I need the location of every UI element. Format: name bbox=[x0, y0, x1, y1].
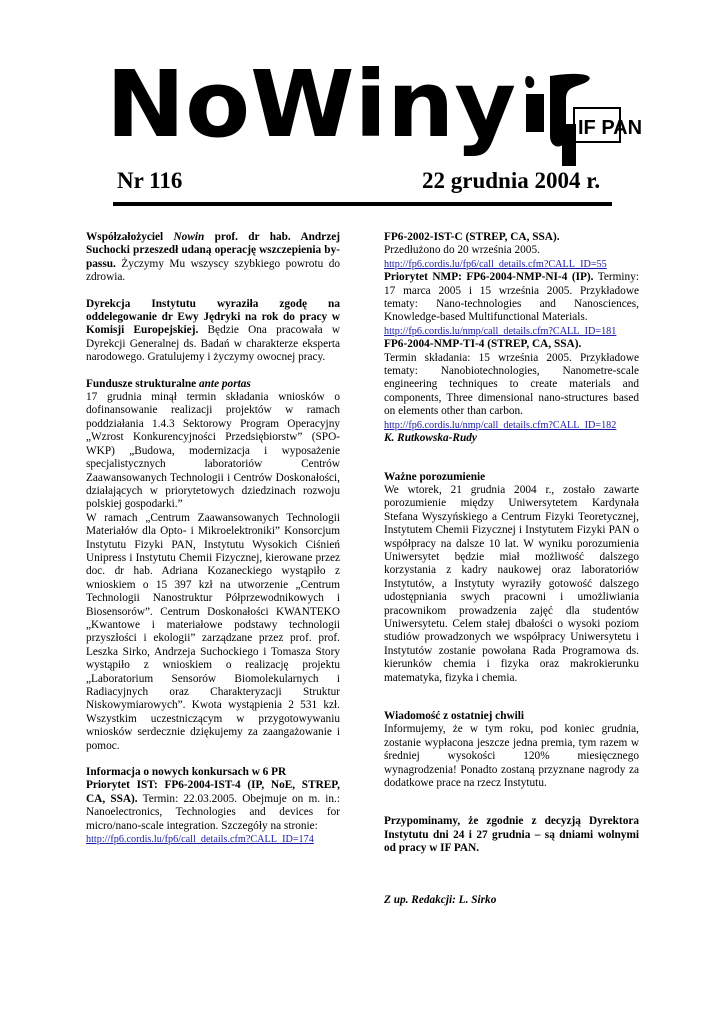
link-call-182[interactable]: http://fp6.cordis.lu/nmp/call_details.cfm?CALL_ID=182 bbox=[384, 419, 617, 431]
author-rutkowska: K. Rutkowska-Rudy bbox=[384, 432, 477, 445]
call-nmp-ni-4: Priorytet NMP: FP6-2004-NMP-NI-4 (IP). Terminy: 17 marca 2005 i 15 września 2005. Przykładowe tematy: Nano-technologies and Nanosciences, Knowledge-based Multifunctional Materials. bbox=[384, 271, 639, 324]
issue-date: 22 grudnia 2004 r. bbox=[422, 168, 601, 193]
article-structural-funds-p2: W ramach „Centrum Zaawansowanych Technologii Materiałów dla Opto- i Mikroelektroniki” Konsorcjum Instytutu Fizyki PAN, Instytutu Wysokich Ciśnień Unipress i Instytutu Chemii Fizycznej, kierowane przez doc. dr hab. Adriana Kozaneckiego wystąpiło z wnioskiem o 15 397 kzł na utworzenie „Centrum Technologii Nanostruktur Półprzewodnikowych i Biosensorów”. Centrum Doskonałości KWANTEKO „Kwantowe i materiałowe podstawy technologii przyszłości i ekologii” zarządzane przez prof. prof. Leszka Sirko, Andrzeja Suchockiego i Tomasza Story wystąpiło z wnioskiem o realizację projektu „Laboratorium Sensorów Biomolekularnych i Radiacyjnych oraz Charakteryzacji Struktur Niskowymiarowych”. Kwota wystąpienia 2 531 kzł. Wszystkim uczestniczącym w przygotowywaniu wniosków serdecznie dziękujemy za zaangażowanie i pomoc. bbox=[86, 511, 340, 752]
article-agreement-body: We wtorek, 21 grudnia 2004 r., zostało zawarte porozumienie między Uniwersytetem Kardynała Stefana Wyszyńskiego a Centrum Fizyki Teoretycznej, Instytutem Chemii Fizycznej i Instytutem Fizyki PAN o współpracy na dalsze 10 lat. W wyniku porozumienia Uniwersytet będzie miał możliwość dalszego korzystania z kadry naukowej oraz laboratoriów Instytutów, a Instytuty wyraziły gotowość dalszego udostępniania swych pracowni i umożliwiania pracownikom prowadzenia zajęć dla studentów Uniwersytetu. Celem stałej dbałości o wysoki poziom studiów prowadzonych we współpracy Uniwersytetu i Instytutów zostanie powołana Rada Programowa ds. kierunków chemia i fizyka oraz makrokierunku matematyka, fizyka i chemia. bbox=[384, 483, 639, 684]
right-column bbox=[384, 231, 639, 907]
link-call-55[interactable]: http://fp6.cordis.lu/fp6/call_details.cfm?CALL_ID=55 bbox=[384, 258, 607, 270]
article-news-body: Informujemy, że w tym roku, pod koniec grudnia, zostanie wypłacona jeszcze jedna premia, tym razem w średniej wysokości 120% miesięcznego wynagrodzenia! Ponadto zostaną przyznane nagrody za dodatkowe prace na rzecz Instytutu. bbox=[384, 723, 639, 790]
title-logo-text: NoWiny bbox=[106, 51, 516, 158]
link-call-181[interactable]: http://fp6.cordis.lu/nmp/call_details.cfm?CALL_ID=181 bbox=[384, 325, 617, 337]
call-ist-c-heading: FP6-2002-IST-C (STREP, CA, SSA). bbox=[384, 231, 560, 243]
left-column bbox=[86, 231, 340, 846]
article-6pr-heading: Informacja o nowych konkursach w 6 PR bbox=[86, 766, 287, 779]
call-ist-c-text: Przedłużono do 20 września 2005. bbox=[384, 244, 540, 257]
article-structural-funds-p1: 17 grudnia minął termin składania wniosków o dofinansowanie realizacji projektów w ramach poddziałania 1.4.3 Sektorowy Program Operacyjny „Wzrost Konkurencyjności Przedsiębiorstw” (SPO-WKP) „Budowa, modernizacja i wyposażenie specjalistycznych laboratoriów Centrów Zaawansowanych Technologii i Centrów Doskonałości, działających w priorytetowych dziedzinach rozwoju polskiej gospodarki.” bbox=[86, 391, 340, 511]
masthead-rule bbox=[113, 202, 612, 206]
issue-number: Nr 116 bbox=[117, 168, 183, 193]
editorial-footer: Z up. Redakcji: L. Sirko bbox=[384, 893, 497, 906]
call-nmp-ti-4-text: Termin składania: 15 września 2005. Przykładowe tematy: Nanobiotechnologies, Nanometre-scale engineering techniques to create materials and components, Three dimensional nano-structures based on elements other than carbon. bbox=[384, 351, 639, 418]
article-news-heading: Wiadomość z ostatniej chwili bbox=[384, 710, 525, 722]
reminder-days-off: Przypominamy, że zgodnie z decyzją Dyrektora Instytutu dni 24 i 27 grudnia – są dniami wolnymi od pracy w IF PAN. bbox=[384, 815, 639, 855]
ifpan-logo-text: IF PAN bbox=[578, 117, 643, 139]
link-call-174[interactable]: http://fp6.cordis.lu/fp6/call_details.cfm?CALL_ID=174 bbox=[86, 834, 314, 846]
article-suchocki: Współzałożyciel Nowin prof. dr hab. Andrzej Suchocki przeszedł udaną operację wszczepienia by-passu. Życzymy Mu wszyscy szybkiego powrotu do zdrowia. bbox=[86, 231, 340, 284]
article-jedryka: Dyrekcja Instytutu wyraziła zgodę na oddelegowanie dr Ewy Jędryki na rok do pracy w Komisji Europejskiej. Będzie Ona pracowała w Dyrekcji Generalnej ds. Badań w charakterze eksperta narodowego. Gratulujemy i życzymy owocnej pracy. bbox=[86, 297, 340, 364]
article-6pr-body: Priorytet IST: FP6-2004-IST-4 (IP, NoE, STREP, CA, SSA). Termin: 22.03.2005. Obejmuje on m. in.: Nanoelectronics, Technologies and devices for micro/nano-scale integration. Szczegóły na stronie: bbox=[86, 779, 340, 832]
call-nmp-ti-4-heading: FP6-2004-NMP-TI-4 (STREP, CA, SSA). bbox=[384, 338, 582, 351]
ifpan-logo bbox=[520, 66, 643, 166]
newsletter-title-logo bbox=[106, 52, 526, 162]
article-agreement-heading: Ważne porozumienie bbox=[384, 470, 486, 483]
article-structural-funds-heading: Fundusze strukturalne ante portas bbox=[86, 377, 251, 390]
